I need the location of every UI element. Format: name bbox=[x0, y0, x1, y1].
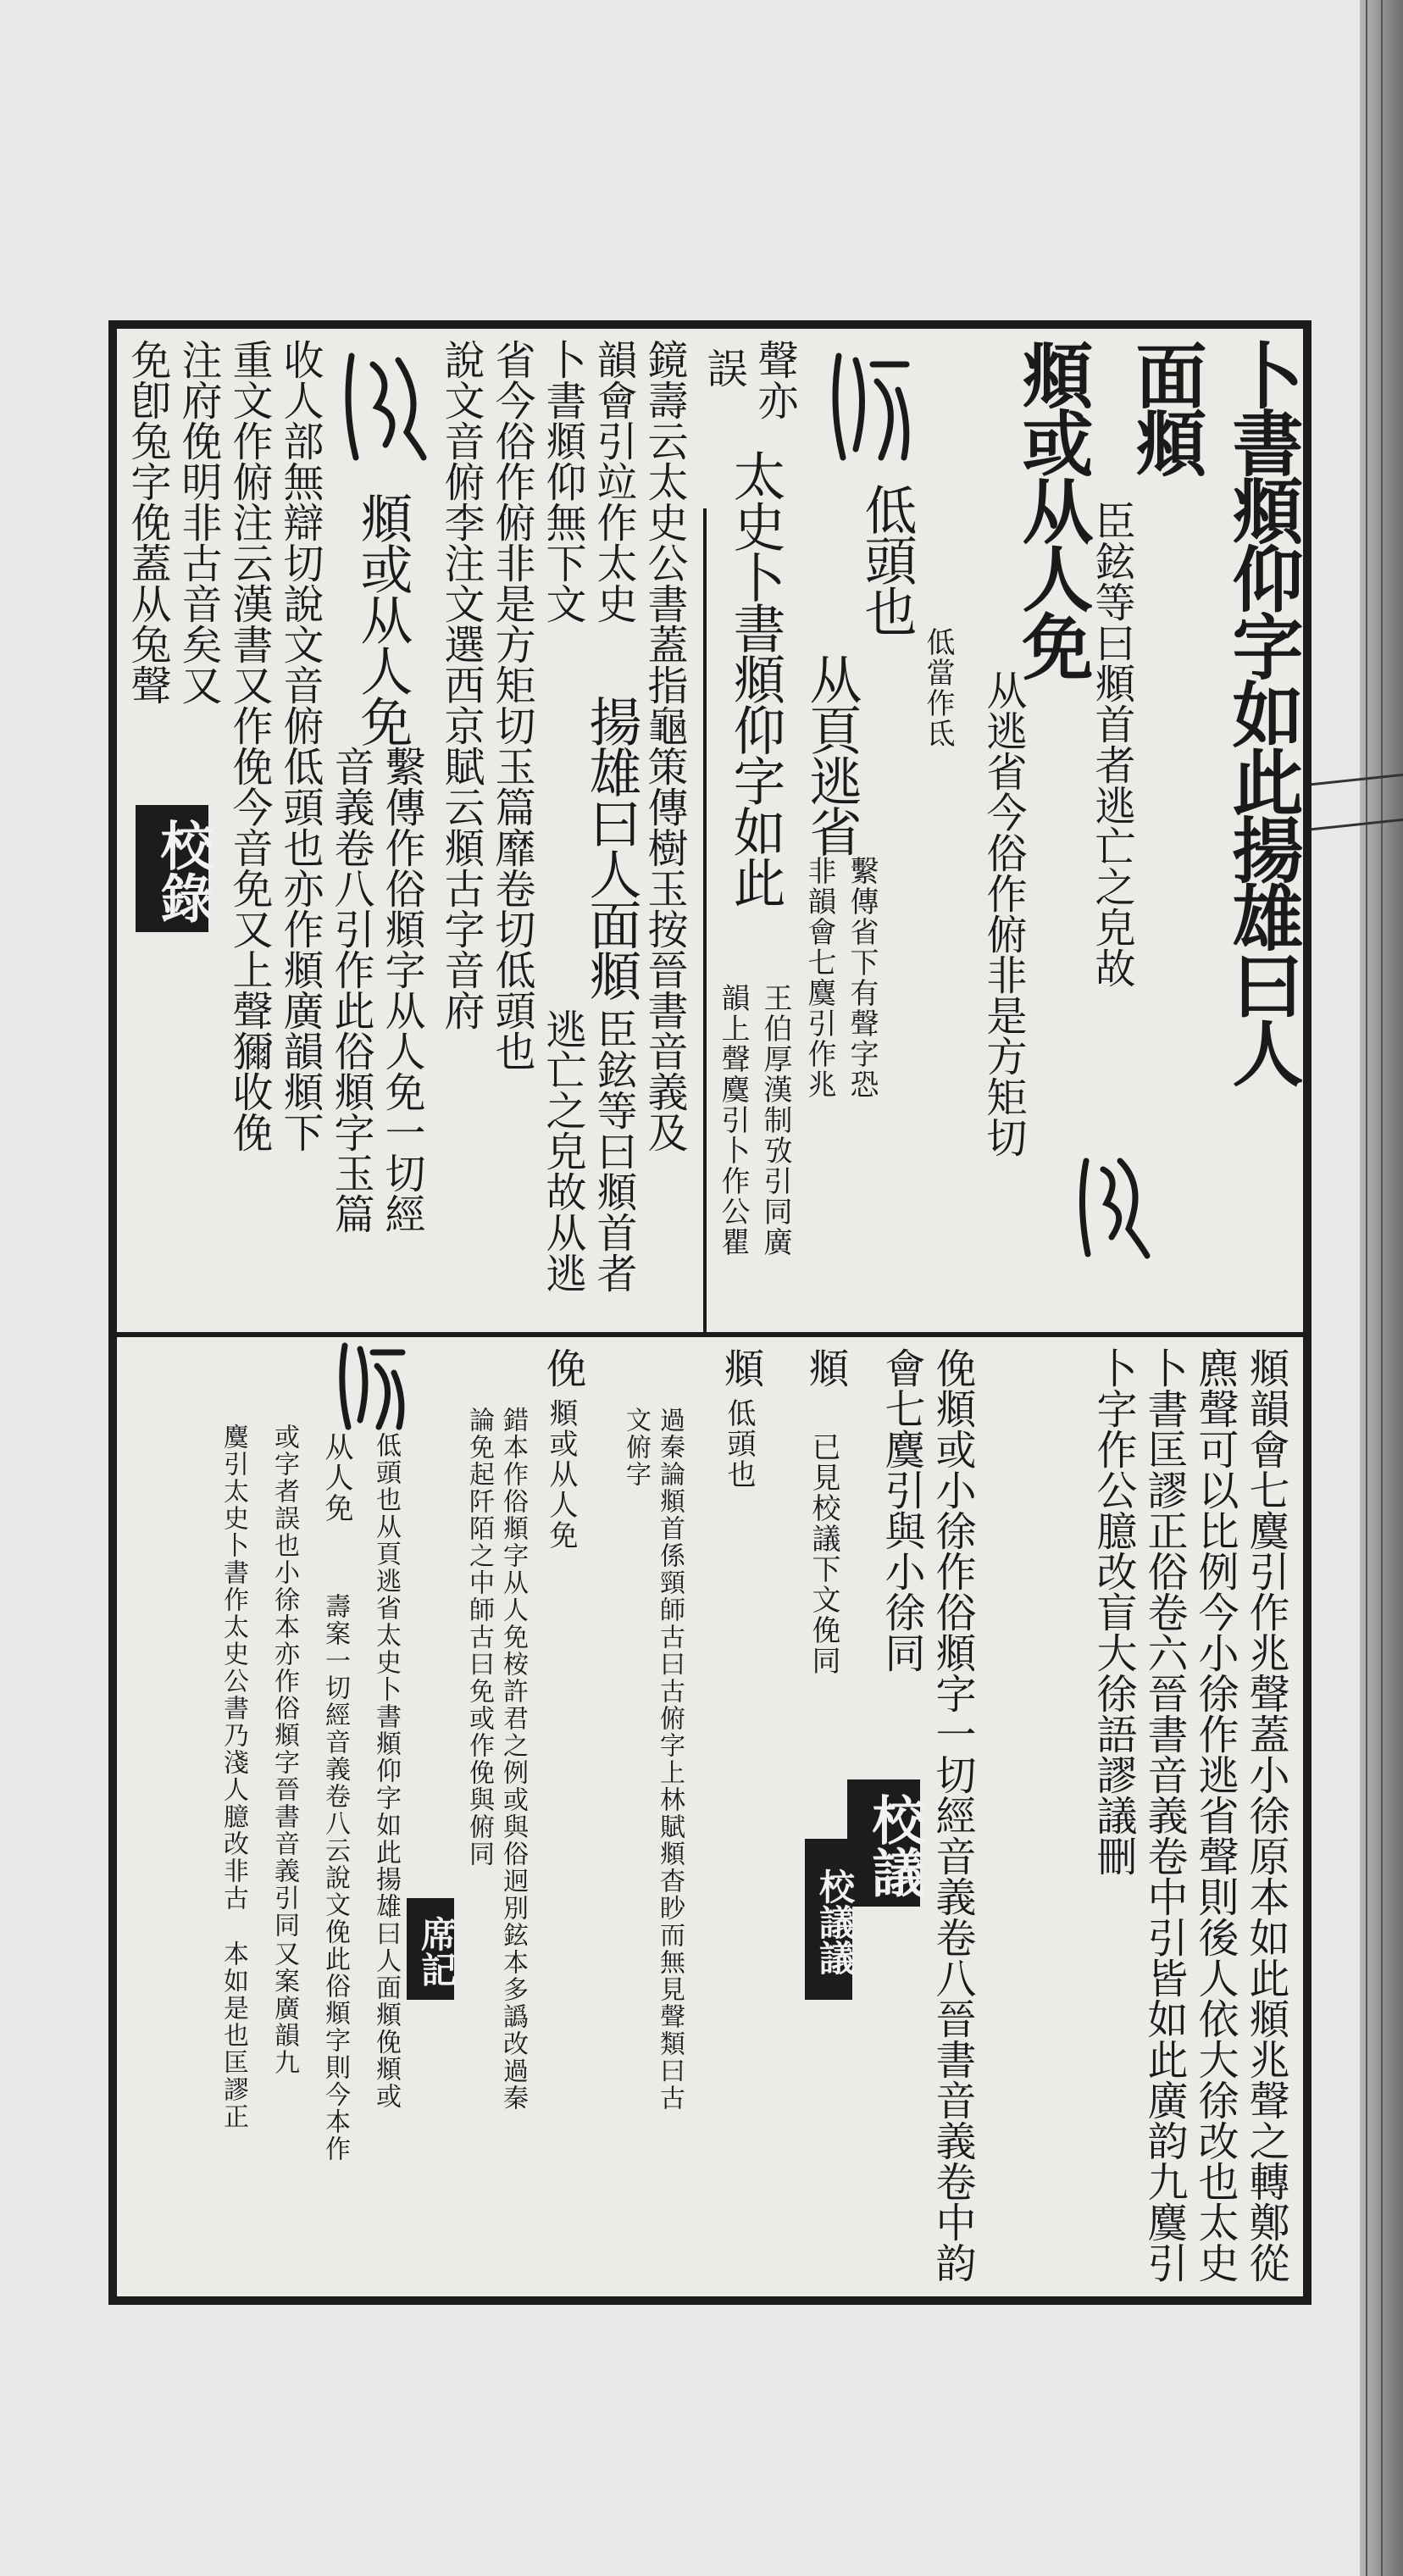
lower-left-col-a2: 低頭也 bbox=[722, 1398, 756, 1490]
seal-script-mian-glyph-2 bbox=[339, 347, 432, 466]
upper-text-col-n: 音義卷八引作此俗頫字玉篇 bbox=[327, 746, 374, 1234]
upper-text-col-m: 頫或从人免 bbox=[352, 491, 413, 746]
upper-text-col-m2: 繫傳作俗頫字从人免一切經 bbox=[378, 746, 425, 1234]
lower-left-col-b: 過秦論頫首係頸師古曰古俯字上林賦頫杳眇而無見聲類曰古 bbox=[655, 1407, 685, 2112]
upper-text-col-k: 省今俗作俯非是方矩切玉篇靡卷切低頭也 bbox=[488, 339, 535, 1071]
upper-note-col-a: 低當作氐 bbox=[921, 627, 955, 749]
upper-text-col-l: 說文音俯李注文選西京賦云頫古字音府 bbox=[437, 339, 485, 1030]
lower-left-col-i: 或字者誤也小徐本亦作俗頫字晉書音義引同 bbox=[269, 1424, 299, 1939]
lower-text-col-2: 麃聲可以比例今小徐作逃省聲則後人依大徐改也太史 bbox=[1191, 1347, 1239, 2283]
lower-left-col-e: 錯本作俗頫字从人免桉許君之例或與俗迥別鉉本多譌改過秦 bbox=[498, 1407, 528, 2112]
spine-edge-line bbox=[1366, 0, 1367, 2576]
upper-text-col-r: 免卽兔字俛蓋从兔聲 bbox=[124, 339, 171, 705]
upper-text-col-h3: 臣鉉等曰頫首者 bbox=[590, 1008, 637, 1293]
upper-text-col-q: 注府俛明非古音矣又 bbox=[175, 339, 222, 705]
lower-text-col-5: 俛頫或小徐作俗頫字一切經音義卷八晉書音義卷中韵 bbox=[929, 1347, 976, 2283]
seal-script-mian-glyph bbox=[1069, 1152, 1154, 1263]
lower-text-col-7: 頫 bbox=[801, 1347, 849, 1388]
lower-left-col-f: 論免起阡陌之中師古曰免或作俛與俯同 bbox=[464, 1407, 494, 1868]
upper-text-col-e: 太史卜書頫仰字如此 bbox=[724, 449, 786, 907]
lower-left-col-d: 俛 bbox=[539, 1347, 586, 1388]
upper-text-col-d: 聲亦 bbox=[751, 339, 798, 420]
heading-line-2: 面頫 bbox=[1124, 339, 1208, 475]
lower-left-col-c: 文俯字 bbox=[621, 1407, 651, 1488]
lower-text-col-7b: 已見校議下文俛同 bbox=[807, 1432, 840, 1676]
seal-script-fu-glyph-2 bbox=[335, 1339, 411, 1432]
upper-text-col-b: 从頁逃省 bbox=[801, 652, 862, 856]
upper-note-col-b: 繫傳省下有聲字恐 bbox=[845, 856, 879, 1100]
section-divider bbox=[117, 1332, 1303, 1337]
heading-note-2: 臣鉉等曰頫首者逃亡之皃故 bbox=[1088, 500, 1135, 988]
upper-text-col-j: 逃亡之皃故从逃 bbox=[539, 1008, 586, 1293]
seal-script-fu-glyph bbox=[826, 347, 919, 466]
upper-text-col-h: 韻會引竝作太史 bbox=[590, 339, 637, 624]
lower-left-col-h: 从人免 bbox=[319, 1432, 353, 1524]
upper-note-col-f: 王伯厚漢制攷引同廣 bbox=[758, 983, 792, 1257]
upper-text-col-g: 鏡壽云太史公書蓋指龜策傳樹玉按晉書音義及 bbox=[640, 339, 688, 1152]
lower-text-col-4: 卜字作公臆改盲大徐語謬議刪 bbox=[1090, 1347, 1137, 1876]
upper-text-col-a: 低頭也 bbox=[856, 483, 918, 636]
upper-text-col-p: 重文作俯注云漢書又作俛今音免又上聲獮收俛 bbox=[225, 339, 273, 1152]
heading-note-3: 从逃省今俗作俯非是方矩切 bbox=[979, 669, 1027, 1158]
lower-left-col-d2: 頫或从人免 bbox=[544, 1398, 578, 1551]
lower-left-col-j2: 本如是也匡謬正 bbox=[219, 1940, 248, 2130]
header-column-divider bbox=[703, 508, 707, 1332]
upper-text-col-h2: 揚雄曰人面頫 bbox=[580, 695, 642, 1000]
upper-note-col-c: 非韻會七麌引作兆 bbox=[802, 856, 836, 1100]
lower-left-col-i2: 又案廣韻九 bbox=[269, 1940, 299, 2076]
upper-note-col-e2: 韻上聲麌引卜作公瞿 bbox=[716, 983, 750, 1257]
heading-line-1: 卜書頫仰字如此揚雄曰人 bbox=[1221, 339, 1305, 1085]
lower-left-col-g: 低頭也从頁逃省太史卜書頫仰字如此揚雄曰人面頫俛頫或 bbox=[371, 1432, 401, 2110]
badge-jiaoyiyi: 校議議 bbox=[805, 1839, 852, 2000]
spine-edge-line bbox=[1381, 0, 1383, 2576]
lower-left-col-a: 頫 bbox=[717, 1347, 764, 1388]
upper-text-col-d2: 誤 bbox=[700, 347, 747, 388]
badge-xiji: 席記 bbox=[407, 1898, 454, 2000]
badge-jiaolu: 校錄 bbox=[136, 805, 208, 932]
upper-text-col-i: 卜書頫仰無下文 bbox=[539, 339, 586, 624]
lower-left-col-h2: 壽案一切經音義卷八云說文俛此俗頫字則今本作 bbox=[320, 1593, 350, 2162]
upper-text-col-o: 收人部無辯切說文音俯低頭也亦作頫廣韻頫下 bbox=[276, 339, 324, 1152]
lower-text-col-1: 頫韻會七麌引作兆聲蓋小徐原本如此頫兆聲之轉鄭從 bbox=[1242, 1347, 1289, 2283]
lower-text-col-3: 卜書匡謬正俗卷六晉書音義卷中引皆如此廣韵九麌引 bbox=[1140, 1347, 1188, 2283]
lower-text-col-6: 會七麌引與小徐同 bbox=[878, 1347, 925, 1673]
badge-jiaoyi: 校議 bbox=[847, 1779, 920, 1907]
lower-left-col-j: 麌引太史卜書作太史公書乃淺人臆改非古 bbox=[219, 1424, 248, 1912]
heading-line-3: 頫或从人免 bbox=[1011, 339, 1095, 678]
